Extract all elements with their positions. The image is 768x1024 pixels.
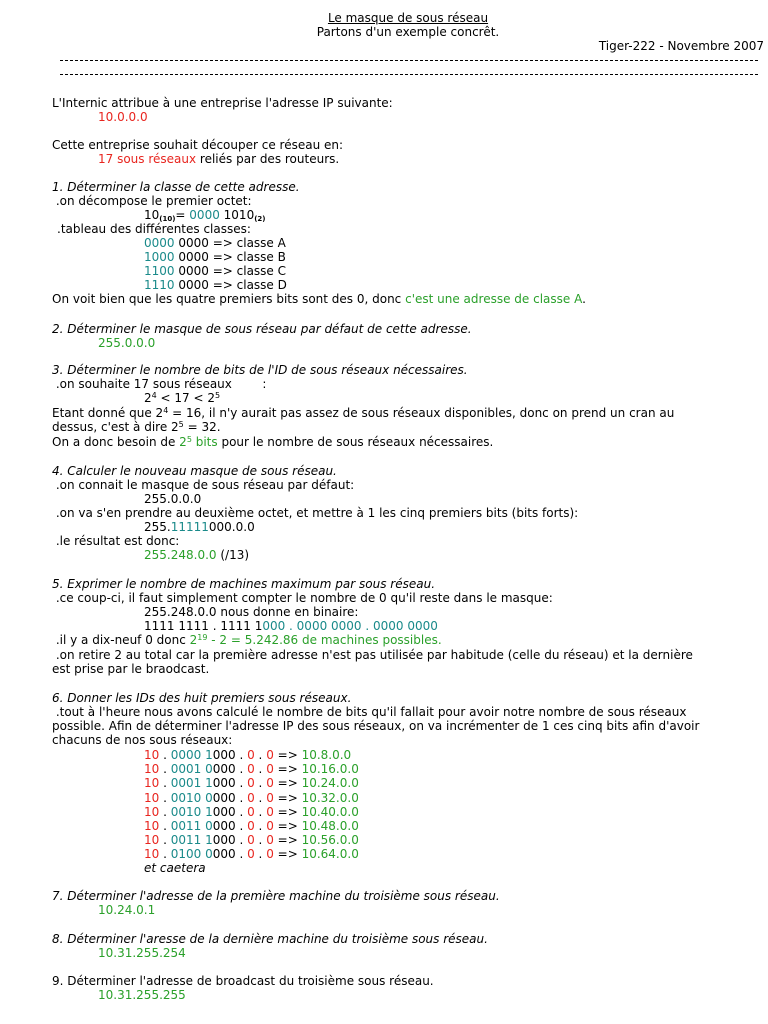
bin-a: 1111 1111 . 1111 1 [144, 619, 263, 633]
bin-high: 0000 [189, 208, 220, 222]
q4-title: 4. Calculer le nouveau masque de sous réseau. [52, 464, 337, 478]
subnet-rest-bits: 000 [212, 762, 236, 777]
q4-mask-binary [144, 520, 255, 534]
subnet-fourth-octet: 0 [266, 762, 274, 777]
arrow: => [273, 833, 302, 848]
q4-line1: .on connait le masque de sous réseau par défaut: [52, 478, 355, 492]
sep: . [235, 790, 248, 805]
subnet-row [144, 791, 359, 805]
subnet-first-octet: 10 [144, 847, 160, 862]
subnet-rest-bits: 000 [212, 748, 236, 762]
subnet-bits: 0000 1 [170, 748, 213, 762]
q7-title: 7. Déterminer l'adresse de la première machine du troisième sous réseau. [52, 889, 500, 903]
subnet-rest-bits: 000 [212, 833, 236, 848]
arrow: => [273, 847, 302, 862]
class-row [144, 250, 286, 264]
dec-value: 10 [144, 208, 160, 222]
subnet-third-octet: 0 [247, 819, 255, 833]
subnet-bits: 0001 0 [170, 762, 213, 777]
divider-top [60, 60, 758, 61]
subnet-first-octet: 10 [144, 790, 160, 805]
sep: . [235, 847, 248, 862]
ineq-mid: < 17 < 2 [156, 391, 216, 405]
sep: . [254, 833, 267, 848]
expl1-a: Etant donné que 2 [52, 406, 164, 420]
subnet-first-octet: 10 [144, 833, 160, 848]
conclusion-suffix: . [582, 292, 586, 306]
class-label: 0000 => classe D [174, 278, 287, 292]
calc-exp: 19 [197, 633, 208, 642]
intro-line: L'Internic attribue à une entreprise l'adresse IP suivante: [52, 96, 393, 110]
class-row [144, 264, 286, 278]
conclusion-highlight: c'est une adresse de classe A [405, 292, 583, 306]
sep: . [235, 804, 248, 819]
q1-decompose: .on décompose le premier octet: [52, 194, 252, 208]
q9-answer: 10.31.255.255 [98, 988, 186, 1002]
sep: . [159, 847, 171, 862]
subnet-fourth-octet: 0 [266, 776, 274, 791]
q8-title: 8. Déterminer l'aresse de la dernière machine du troisième sous réseau. [52, 932, 488, 946]
bin-b: 000 . 0000 0000 . 0000 0000 [262, 619, 438, 633]
subnet-result: 10.32.0.0 [301, 790, 359, 805]
need-bits: bits [191, 435, 218, 449]
class-bits: 0000 [144, 236, 175, 250]
q6-p2: possible. Afin de déterminer l'adresse IP des sous réseaux, on va incrémenter de 1 ces cinq bits afin d'avoir [52, 719, 700, 733]
doc-author-date: Tiger-222 - Novembre 2007 [598, 39, 764, 53]
calc-base: 2 [189, 633, 198, 647]
subnet-bits: 0100 0 [170, 847, 213, 862]
class-label: 0000 => classe A [174, 236, 286, 250]
q4-line2: .on va s'en prendre au deuxième octet, et mettre à 1 les cinq premiers bits (bits forts): [52, 506, 579, 520]
subnet-result: 10.64.0.0 [301, 847, 359, 862]
q3-title: 3. Déterminer le nombre de bits de l'ID de sous réseaux nécessaires. [52, 363, 468, 377]
result-cidr: (/13) [216, 548, 250, 562]
sep: . [159, 804, 171, 819]
mask-a: 255. [144, 520, 171, 534]
need-suffix: pour le nombre de sous réseaux nécessaires. [217, 435, 494, 449]
subnet-result: 10.40.0.0 [301, 804, 359, 819]
subnet-row [144, 805, 359, 819]
q5-binary [144, 619, 438, 633]
arrow: => [273, 762, 302, 777]
subnet-result: 10.56.0.0 [301, 833, 359, 848]
q4-result [144, 548, 249, 562]
arrow: => [273, 804, 302, 819]
subnet-third-octet: 0 [247, 748, 255, 762]
sep: . [159, 748, 171, 762]
q3-explain2 [52, 420, 221, 434]
doc-subtitle: Partons d'un exemple concrêt. [316, 25, 500, 39]
subnet-fourth-octet: 0 [266, 804, 274, 819]
ineq-exp-a: 4 [151, 391, 157, 400]
subnet-third-octet: 0 [247, 847, 255, 862]
q6-etc: et caetera [144, 861, 206, 875]
subnet-bits: 0010 0 [170, 790, 213, 805]
q5-line1: .ce coup-ci, il faut simplement compter le nombre de 0 qu'il reste dans le masque: [52, 591, 553, 605]
subnet-fourth-octet: 0 [266, 748, 274, 762]
expl2-a: dessus, c'est à dire 2 [52, 420, 179, 434]
ineq-exp-b: 5 [215, 391, 221, 400]
subnet-rest-bits: 000 [212, 790, 236, 805]
calc-rest: - 2 = 5.242.86 de machines possibles. [207, 633, 442, 647]
subnet-row [144, 819, 359, 833]
conclusion-prefix: On voit bien que les quatre premiers bits sont des 0, donc [52, 292, 406, 306]
subnet-fourth-octet: 0 [266, 790, 274, 805]
sep: . [235, 762, 248, 777]
need-base: 2 [179, 435, 187, 449]
sep: . [235, 819, 248, 833]
expl1-b: = 16, il n'y aurait pas assez de sous réseaux disponibles, donc on prend un cran au [168, 406, 675, 420]
sep: . [235, 833, 248, 848]
arrow: => [273, 748, 302, 762]
q5-line4: .on retire 2 au total car la première adresse n'est pas utilisée par habitude (celle du réseau) et la dernière [52, 648, 693, 662]
subnet-third-octet: 0 [247, 804, 255, 819]
intro-line2: Cette entreprise souhait découper ce réseau en: [52, 138, 344, 152]
subnet-third-octet: 0 [247, 762, 255, 777]
q4-default-mask: 255.0.0.0 [144, 492, 202, 506]
q5-line3 [52, 633, 442, 647]
subnet-third-octet: 0 [247, 790, 255, 805]
subnet-third-octet: 0 [247, 833, 255, 848]
q2-answer: 255.0.0.0 [98, 336, 156, 350]
subnet-fourth-octet: 0 [266, 819, 274, 833]
sep: . [254, 819, 267, 833]
q3-explain1 [52, 406, 674, 420]
sep: . [254, 804, 267, 819]
sep: . [254, 790, 267, 805]
q9-title: 9. Déterminer l'adresse de broadcast du troisième sous réseau. [52, 974, 434, 988]
expl2-exp: 5 [178, 420, 184, 429]
q3-conclusion [52, 435, 493, 449]
sep: . [159, 790, 171, 805]
subnet-rest-bits: 000 [212, 847, 236, 862]
subnets-suffix: reliés par des routeurs. [196, 152, 340, 166]
q5-title: 5. Exprimer le nombre de machines maximum par sous réseau. [52, 577, 436, 591]
q8-answer: 10.31.255.254 [98, 946, 186, 960]
sep: . [159, 819, 171, 833]
subnet-bits: 0011 0 [170, 819, 213, 833]
subnet-rest-bits: 000 [212, 819, 236, 833]
sep: . [159, 762, 171, 777]
q5-line2: 255.248.0.0 nous donne en binaire: [144, 605, 359, 619]
mask-b: 11111 [170, 520, 209, 534]
class-label: 0000 => classe C [174, 264, 287, 278]
expl1-exp: 4 [163, 406, 169, 415]
class-row [144, 278, 287, 292]
q3-line1: .on souhaite 17 sous réseaux : [52, 377, 267, 391]
need-prefix: On a donc besoin de [52, 435, 180, 449]
intro-subnets [98, 152, 339, 166]
doc-title: Le masque de sous réseau [327, 11, 489, 25]
sep: . [254, 776, 267, 791]
line3-prefix: .il y a dix-neuf 0 donc [52, 633, 190, 647]
subnet-row [144, 762, 359, 776]
need-exp: 5 [186, 435, 192, 444]
subnet-first-octet: 10 [144, 804, 160, 819]
subnet-bits: 0010 1 [170, 804, 213, 819]
class-label: 0000 => classe B [174, 250, 286, 264]
class-bits: 1000 [144, 250, 175, 264]
sep: . [254, 748, 267, 762]
subnet-bits: 0001 1 [170, 776, 213, 791]
subnet-row [144, 847, 359, 861]
q5-line5: est prise par le braodcast. [52, 662, 210, 676]
q6-p3: chacuns de nos sous réseaux: [52, 733, 233, 747]
arrow: => [273, 776, 302, 791]
subnet-result: 10.16.0.0 [301, 762, 359, 777]
sep: . [254, 762, 267, 777]
subnet-result: 10.8.0.0 [301, 748, 352, 762]
subnet-first-octet: 10 [144, 762, 160, 777]
q4-line3: .le résultat est donc: [52, 534, 180, 548]
q1-title: 1. Déterminer la classe de cette adresse. [52, 180, 300, 194]
bin-low: 1010 [219, 208, 255, 222]
expl2-b: = 32. [183, 420, 221, 434]
sep: . [235, 748, 248, 762]
subnet-rest-bits: 000 [212, 776, 236, 791]
q1-conversion [144, 208, 265, 222]
subnet-result: 10.24.0.0 [301, 776, 359, 791]
subnet-row [144, 776, 359, 790]
arrow: => [273, 790, 302, 805]
conv-eq: = [175, 208, 190, 222]
class-row [144, 236, 286, 250]
intro-ip: 10.0.0.0 [98, 110, 148, 124]
subnet-fourth-octet: 0 [266, 847, 274, 862]
subnet-rest-bits: 000 [212, 804, 236, 819]
subnets-count: 17 sous réseaux [98, 152, 197, 166]
dec-base: (10) [159, 215, 176, 223]
divider-bottom [60, 74, 758, 75]
q1-table-intro: .tableau des différentes classes: [57, 222, 251, 236]
subnet-result: 10.48.0.0 [301, 819, 359, 833]
sep: . [159, 833, 171, 848]
subnet-first-octet: 10 [144, 748, 160, 762]
q2-title: 2. Déterminer le masque de sous réseau par défaut de cette adresse. [52, 322, 472, 336]
q7-answer: 10.24.0.1 [98, 903, 156, 917]
q6-p1: .tout à l'heure nous avons calculé le nombre de bits qu'il fallait pour avoir notre nombre de sous réseaux [52, 705, 687, 719]
sep: . [235, 776, 248, 791]
class-bits: 1100 [144, 264, 175, 278]
subnet-first-octet: 10 [144, 776, 160, 791]
mask-c: 000.0.0 [208, 520, 255, 534]
q1-conclusion [52, 292, 586, 306]
subnet-row [144, 833, 359, 847]
subnet-third-octet: 0 [247, 776, 255, 791]
sep: . [254, 847, 267, 862]
q6-title: 6. Donner les IDs des huit premiers sous réseaux. [52, 691, 352, 705]
subnet-fourth-octet: 0 [266, 833, 274, 848]
sep: . [159, 776, 171, 791]
subnet-row [144, 748, 351, 762]
arrow: => [273, 819, 302, 833]
ineq-base: 2 [144, 391, 152, 405]
subnet-bits: 0011 1 [170, 833, 213, 848]
class-bits: 1110 [144, 278, 175, 292]
q3-inequality [144, 391, 220, 405]
result-mask: 255.248.0.0 [144, 548, 217, 562]
subnet-first-octet: 10 [144, 819, 160, 833]
bin-base: (2) [254, 215, 266, 223]
